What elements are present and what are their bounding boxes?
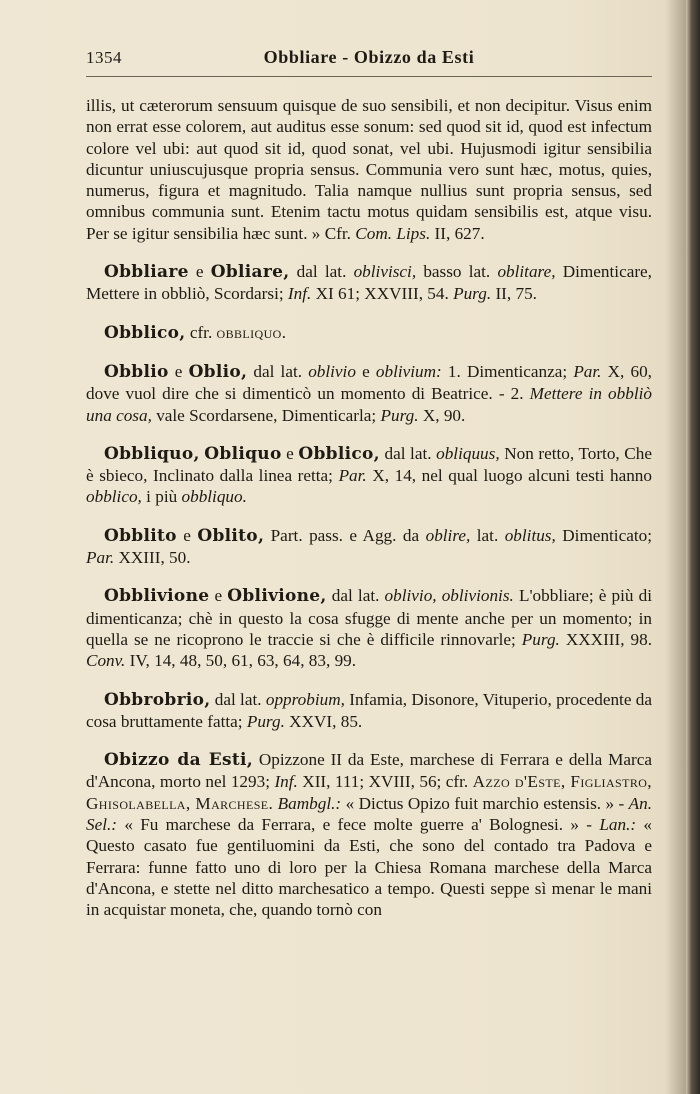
entry-obbliare <box>86 261 652 305</box>
etymon: oblivium: <box>375 361 442 381</box>
text: II, 75. <box>491 284 537 304</box>
commentator: An. Sel.: <box>86 793 653 835</box>
etymon: oblivio <box>308 361 356 381</box>
text: X, 60, dove vuol dire che si dimenticò un momento di Beatrice. - 2. <box>86 361 652 404</box>
etymon: opprobium, <box>265 689 345 709</box>
commentator: Bambgl.: <box>277 793 342 813</box>
text: Infamia, Disonore, Vituperio, procedente da cosa bruttamente fatta; <box>86 689 652 731</box>
commentator: Lan.: <box>599 815 637 835</box>
headword: Obblico, <box>104 322 186 343</box>
headword: Obblito <box>104 525 177 546</box>
entry-obblivione <box>86 585 652 671</box>
headword: Obbliquo, <box>104 443 200 464</box>
citation: Purg. <box>380 405 419 425</box>
etymon: oblivisci, <box>353 262 417 282</box>
continuation-paragraph <box>86 95 652 244</box>
citation: Purg. <box>246 711 285 731</box>
etymon: oblitus, <box>504 525 556 545</box>
text: XXVI, 85. <box>284 711 363 731</box>
headword: Obblico, <box>298 443 380 464</box>
header-rule <box>86 76 652 77</box>
text: vale Scordarsene, Dimenticarla; <box>151 405 381 425</box>
page-number: 1354 <box>86 48 122 67</box>
headword: Oblito, <box>197 525 265 546</box>
etymon: oblire, <box>425 525 471 545</box>
text: XXIII, 50. <box>114 548 191 568</box>
headword: Obbrobrio, <box>104 689 211 710</box>
variant: obbliquo. <box>181 487 247 507</box>
text: dal lat. <box>247 361 309 381</box>
text: « Questo casato fue gentiluomini da Esti, che sono del contado tra Padova e Ferrara: funne fatto uno di loro per la Chiesa Romana marchese della Marca d'Ancona, e stette nel ditto marchesatico a tempo. Questi seppe sì menar le mani in acquistar moneta, che, quando tornò con <box>86 815 653 920</box>
headword: Obbliare <box>104 262 189 283</box>
text: Part. pass. e Agg. da <box>264 525 426 545</box>
text: Dimenticato; <box>555 525 652 545</box>
headword: Obblio <box>104 361 169 382</box>
text: dal lat. <box>289 262 354 282</box>
text: lat. <box>470 525 505 545</box>
text: X, 90. <box>418 405 466 425</box>
text: X, 14, nel qual luogo alcuni testi hanno <box>366 466 652 486</box>
text: i più <box>141 487 182 507</box>
text: Opizzone II da Este, marchese di Ferrara e della Marca d'Ancona, morto nel 1293; <box>86 750 652 792</box>
text: L'obbliare; è più di dimenticanza; chè in questo la cosa sfugge di mente anche per un momento; in quella se ne ricoprono le traccie si che è difficile rinnovarle; <box>86 586 652 649</box>
variant: obblico, <box>86 487 142 507</box>
text: basso lat. <box>416 262 498 282</box>
text: e <box>176 525 198 545</box>
page-header <box>86 48 652 76</box>
headword: Obliquo <box>204 443 282 464</box>
text: II, 627. <box>430 223 485 243</box>
citation: Inf. <box>274 772 298 792</box>
etymon: obliquus, <box>436 443 500 463</box>
headword: Oblio, <box>188 361 248 382</box>
entry-obblio <box>86 361 652 426</box>
citation: Par. <box>338 466 367 486</box>
citation: Purg. <box>521 629 560 649</box>
headword: Obblivione <box>104 586 210 607</box>
text: e <box>168 361 189 381</box>
text: e <box>281 443 299 463</box>
text: dal lat. <box>210 689 266 709</box>
entry-obblico <box>86 322 652 344</box>
text: XII, 111; XVIII, 56; cfr. <box>297 772 473 792</box>
text: IV, 14, 48, 50, 61, 63, 64, 83, 99. <box>125 651 357 671</box>
headword: Oblivione, <box>227 586 327 607</box>
text: XXXIII, 98. <box>559 629 652 649</box>
etymon: oblitare, <box>497 262 556 282</box>
headword: Obliare, <box>210 262 290 283</box>
cross-reference: Azzo d'Este, Figliastro, Ghisolabella, Marchese. <box>86 772 652 813</box>
page-body <box>86 95 652 938</box>
text: « Dictus Opizo fuit marchio estensis. » - <box>341 793 629 813</box>
entry-obblito <box>86 525 652 569</box>
citation: Par. <box>573 361 602 381</box>
headword: Obizzo da Esti, <box>104 750 253 771</box>
text: 1. Dimenticanza; <box>441 361 574 381</box>
text: cfr. <box>185 322 217 342</box>
text: e <box>209 586 228 606</box>
text: e <box>188 262 211 282</box>
citation: Par. <box>86 548 115 568</box>
text: dal lat. <box>326 586 385 606</box>
citation: Inf. <box>287 284 312 304</box>
page-binding-edge <box>686 0 700 1094</box>
entry-obbrobrio <box>86 689 652 733</box>
running-title: Obbliare - Obizzo da Esti <box>263 47 475 67</box>
citation: Conv. <box>86 651 126 671</box>
citation: Purg. <box>453 284 492 304</box>
text: e <box>355 361 376 381</box>
citation: Com. Lips. <box>355 223 431 243</box>
text: Dimenticare, Mettere in obbliò, Scordarsi; <box>86 262 652 304</box>
text: Non retto, Torto, Che è sbieco, Inclinato dalla linea retta; <box>86 443 652 486</box>
cross-reference: obbliquo. <box>216 322 287 342</box>
phrase: Mettere in obbliò una cosa, <box>86 384 652 425</box>
etymon: oblivio, oblivionis. <box>384 586 514 606</box>
text: « Fu marchese da Ferrara, e fece molte guerre a' Bolognesi. » - <box>117 815 600 835</box>
text: illis, ut cæterorum sensuum quisque de suo sensibili, et non decipitur. Visus enim non errat esse colorem, aut auditus esse sonum: sed quod sit id, quod est infectum colore vel ubi: aut quod sit id, quod sonat, vel ubi. Hujusmodi igitur sensibilia dicuntur uniuscujusque propria sensus. Communia vero sunt hæc, motus, quies, numerus, figura et magnitudo. Talia namque nullius sunt propria sensus, sed omnibus communia sunt. Etenim tactu motus quidam sensibilis est, atque visu. Per se igitur sensibilia hæc sunt. » Cfr. <box>86 96 652 243</box>
entry-obbliquo <box>86 443 652 508</box>
text: XI 61; XXVIII, 54. <box>311 284 454 304</box>
entry-obizzo-da-esti <box>86 749 652 920</box>
text: dal lat. <box>379 443 437 463</box>
